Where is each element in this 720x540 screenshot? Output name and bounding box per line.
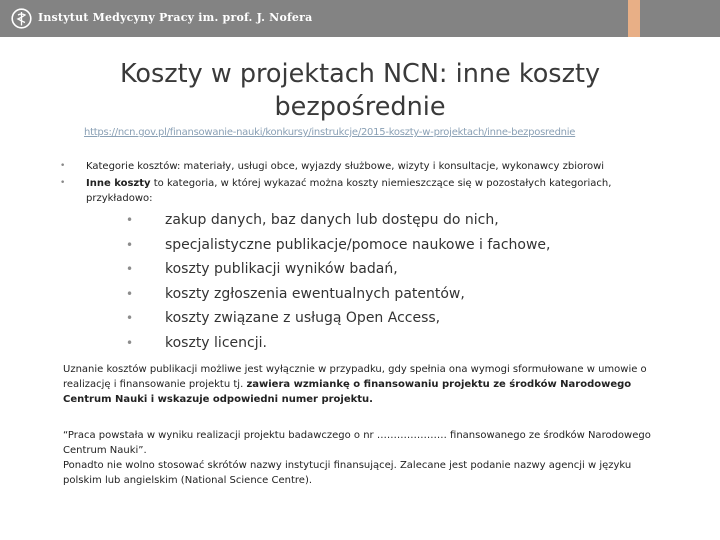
institution-name: Instytut Medycyny Pracy im. prof. J. Nofera <box>38 11 313 24</box>
sub-list-item <box>126 306 646 331</box>
bullet-icon: • <box>126 286 134 301</box>
sub-list-text: specjalistyczne publikacje/pomoce naukowe i fachowe, <box>165 236 551 253</box>
sub-list-text: zakup danych, baz danych lub dostępu do nich, <box>165 212 499 228</box>
header-bar <box>0 0 720 37</box>
title-line-2: bezpośrednie <box>274 92 446 122</box>
bullet-icon: • <box>126 213 134 227</box>
source-link[interactable]: https://ncn.gov.pl/finansowanie-nauki/konkursy/instrukcje/2015-koszty-w-projektach/inne-bezposrednie <box>84 127 576 138</box>
sub-list-item <box>126 257 646 282</box>
sub-list-text: koszty licencji. <box>165 334 267 351</box>
sub-list-item <box>126 331 646 356</box>
publication-note-text: Uznanie kosztów publikacji możliwe jest wyłącznie w przypadku, gdy spełnia ona wymogi sformułowane w umowie o realizację i finansowanie projektu tj. <box>63 364 647 390</box>
list-item-text: Kategorie kosztów: materiały, usługi obce, wyjazdy służbowe, wizyty i konsultacje, wykonawcy zbiorowi <box>86 161 605 172</box>
sub-list-item <box>126 282 646 307</box>
sub-list-text: koszty publikacji wyników badań, <box>165 261 398 277</box>
list-item-text: to kategoria, w której wykazać można koszty niemieszczące się w pozostałych kategoriach, przykładowo: <box>86 178 612 204</box>
sub-list-text: koszty związane z usługą Open Access, <box>165 310 441 326</box>
bullet-icon: • <box>126 311 134 325</box>
bullet-icon: • <box>60 161 66 171</box>
caduceus-icon <box>11 8 32 29</box>
publication-note-bold: zawiera wzmiankę o finansowaniu projektu ze środków Narodowego Centrum Nauki i wskazuje odpowiedni numer projektu. <box>63 379 632 405</box>
sub-list-item <box>126 233 646 258</box>
sub-list <box>126 208 646 355</box>
title-line-1: Koszty w projektach NCN: inne koszty <box>119 59 601 89</box>
acknowledgement-quote: “Praca powstała w wyniku realizacji projektu badawczego o nr ………………… finansowanego ze środków Narodowego Centrum Nauki”. <box>63 430 651 456</box>
main-list <box>58 159 658 208</box>
publication-note <box>63 362 663 407</box>
sub-list-item <box>126 208 646 233</box>
sub-list-text: koszty zgłoszenia ewentualnych patentów, <box>165 285 465 302</box>
slide-title <box>40 58 680 124</box>
bullet-icon: • <box>126 237 134 252</box>
list-item <box>58 176 658 206</box>
bullet-icon: • <box>60 178 66 188</box>
bullet-icon: • <box>126 262 134 276</box>
list-item <box>58 159 658 174</box>
bullet-icon: • <box>126 335 134 350</box>
header-accent <box>628 0 640 37</box>
abbreviation-note: Ponadto nie wolno stosować skrótów nazwy instytucji finansującej. Zalecane jest podanie nazwy agencji w języku polskim lub angielskim (National Science Centre). <box>63 460 632 486</box>
list-item-bold: Inne koszty <box>86 178 151 189</box>
